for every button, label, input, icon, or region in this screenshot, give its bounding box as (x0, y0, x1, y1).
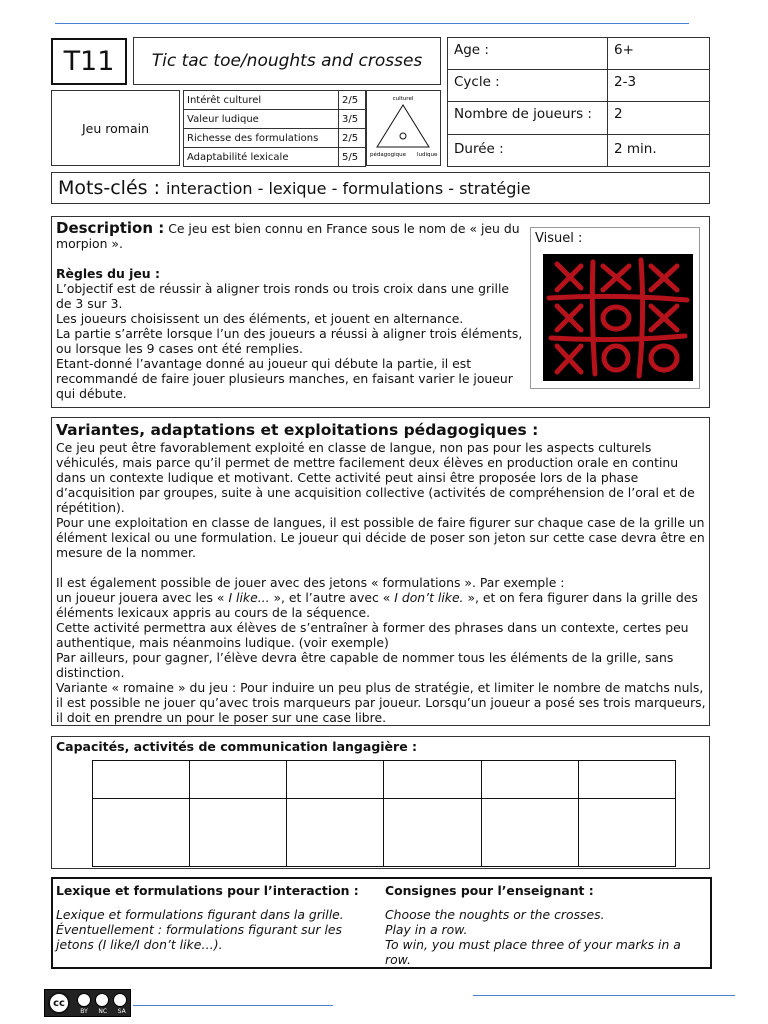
variantes-text (56, 420, 706, 725)
cap-cell (578, 799, 675, 867)
triangle-left-label: pédagogique (370, 152, 406, 158)
cc-logo-icon: cc (48, 992, 70, 1014)
origin-label: Jeu romain (81, 120, 150, 136)
cap-cell (481, 761, 578, 799)
cap-cell (93, 799, 190, 867)
license-tags: BY NC SA (80, 1008, 126, 1015)
lexique-line-1: Lexique et formulations figurant dans la grille. (56, 907, 344, 922)
rating-row (184, 129, 366, 148)
sa-icon (113, 993, 127, 1007)
consignes-title: Consignes pour l’enseignant : (385, 883, 594, 898)
mark-x-r1c3 (651, 266, 677, 290)
rating-row (184, 110, 366, 129)
lexique-col (56, 883, 376, 952)
capacites-grid (92, 760, 676, 867)
info-duration-value: 2 min. (614, 141, 657, 157)
grid-line-h2 (551, 336, 685, 340)
cap-cell (287, 799, 384, 867)
cap-cell (190, 761, 287, 799)
description-intro: Ce jeu est bien connu en France sous le nom de « jeu du morpion ». (56, 221, 520, 251)
cap-cell (481, 799, 578, 867)
tictactoe-board-image (543, 254, 693, 381)
rating-label: Intérêt culturel (184, 91, 339, 110)
rule-4: Etant-donné l’avantage donné au joueur qui débute la partie, il est recommandé de faire jouer plusieurs manches, en faisant varier le joueur qui débute. (56, 356, 513, 401)
ratings-table-wrap (183, 90, 366, 167)
keywords-box (51, 172, 710, 204)
rule-1: L’objectif est de réussir à aligner trois ronds ou trois croix dans une grille de 3 sur 3. (56, 281, 510, 311)
lexique-line-2: Éventuellement : formulations figurant sur les jetons (I like/I don’t like…). (56, 922, 342, 952)
mark-x-r3c1 (557, 346, 581, 372)
nc-icon (95, 993, 109, 1007)
variantes-section (51, 417, 710, 726)
cap-cell (384, 761, 481, 799)
variantes-p4: Cette activité permettra aux élèves de s’entraîner à former des phrases dans un contexte, certes peu authentique, mais néanmoins ludique. (voir exemple) (56, 620, 689, 650)
top-rule (55, 23, 689, 24)
variantes-p3a: Il est également possible de jouer avec des jetons « formulations ». Par exemple : (56, 575, 565, 590)
mark-o-r2c2 (603, 307, 629, 329)
rating-label: Valeur ludique (184, 110, 339, 129)
info-players-label: Nombre de joueurs : (448, 102, 608, 135)
mark-x-r2c1 (557, 306, 581, 330)
rating-value: 2/5 (339, 91, 366, 110)
info-duration-label: Durée : (448, 135, 608, 167)
grid-line-v2 (639, 260, 643, 376)
cap-cell (384, 799, 481, 867)
bottom-rule-right (473, 995, 735, 996)
visuel-frame (530, 227, 700, 389)
info-cycle-value: 2-3 (608, 70, 710, 102)
variantes-p6: Variante « romaine » du jeu : Pour induire un peu plus de stratégie, et limiter le nombre de matchs nuls, il est possible ne jouer qu’avec trois marqueurs par joueur. Lorsqu’un joueur a posé ses trois marqueurs, il doit en prendre un pour le poser sur une case libre. (56, 680, 706, 725)
rating-value: 3/5 (339, 110, 366, 129)
info-table (447, 37, 710, 167)
triangle-box (366, 90, 441, 166)
variantes-p2: Pour une exploitation en classe de langues, il est possible de faire figurer sur chaque case de la grille un élément lexical ou une formulation. Le joueur qui décide de poser son jeton sur cette case devra être en mesure de la nommer. (56, 515, 705, 560)
cap-cell (578, 761, 675, 799)
grid-line-v1 (592, 262, 595, 374)
visuel-label: Visuel : (535, 231, 583, 246)
keywords-items: interaction - lexique - formulations - stratégie (165, 178, 531, 198)
variantes-title: Variantes, adaptations et exploitations pédagogiques : (56, 421, 539, 439)
origin-box (51, 90, 180, 166)
mark-x-r2c3 (651, 306, 677, 330)
card-code (51, 38, 127, 85)
cc-license-badge[interactable] (44, 989, 131, 1017)
capacites-title: Capacités, activités de communication langagière : (56, 739, 418, 754)
variantes-p3b: un joueur jouera avec les « I like... », et l’autre avec « I don’t like. », et on fera figurer dans la grille des éléments lexicaux appris au cours de la séquence. (56, 590, 698, 620)
description-section (51, 216, 710, 408)
keywords-label: Mots-clés : (58, 177, 160, 199)
rating-label: Richesse des formulations (184, 129, 339, 148)
rating-row (184, 148, 366, 167)
info-age-label: Age : (448, 38, 608, 70)
bottom-section (51, 877, 712, 969)
description-title: Description : (56, 219, 165, 237)
card-title: Tic tac toe/noughts and crosses (151, 51, 423, 71)
consignes-line-3: To win, you must place three of your marks in a row. (385, 937, 681, 967)
triangle-diagram (367, 91, 440, 165)
card-code-text: T11 (63, 46, 115, 77)
rule-2: Les joueurs choisissent un des éléments, et jouent en alternance. (56, 311, 464, 326)
cap-cell (93, 761, 190, 799)
by-icon (77, 993, 91, 1007)
lexique-title: Lexique et formulations pour l’interaction : (56, 883, 359, 898)
consignes-col (385, 883, 707, 967)
mark-o-r3c3 (651, 346, 677, 370)
mark-x-r1c1 (557, 264, 581, 290)
consignes-line-2: Play in a row. (385, 922, 468, 937)
cap-cell (190, 799, 287, 867)
rating-value: 5/5 (339, 148, 366, 167)
cap-cell (287, 761, 384, 799)
triangle-shape (377, 105, 429, 147)
bottom-rule-left (133, 1005, 333, 1006)
info-players-value: 2 (608, 102, 710, 135)
info-cycle-label: Cycle : (448, 70, 608, 102)
card-title-box (133, 37, 441, 85)
variantes-p5: Par ailleurs, pour gagner, l’élève devra être capable de nommer tous les éléments de la grille, sans distinction. (56, 650, 674, 680)
grid-line-h1 (549, 296, 687, 300)
rule-3: La partie s’arrête lorsque l’un des joueurs a réussi à aligner trois éléments, ou lorsque les 9 cases ont été remplies. (56, 326, 523, 356)
triangle-marker (400, 133, 406, 139)
description-text (56, 221, 524, 401)
variantes-p1: Ce jeu peut être favorablement exploité en classe de langue, non pas pour les aspects culturels véhiculés, mais parce qu’il permet de mettre facilement deux élèves en production orale en continu dans un contexte ludique et motivant. Cette activité peut ainsi être proposée lors de la phase d’acquisition par groupes, suite à une acquisition collective (activités de compréhension de l’oral et de répétition). (56, 440, 695, 515)
mark-o-r3c2 (604, 346, 628, 370)
triangle-top-label: culturel (392, 96, 414, 102)
rating-value: 2/5 (339, 129, 366, 148)
rating-label: Adaptabilité lexicale (184, 148, 339, 167)
consignes-line-1: Choose the noughts or the crosses. (385, 907, 605, 922)
capacites-section (51, 736, 710, 869)
info-age-value: 6+ (608, 38, 710, 70)
triangle-right-label: ludique (417, 152, 438, 158)
board-drawing (543, 254, 693, 381)
mark-x-r1c2 (603, 266, 629, 290)
rating-row (184, 91, 366, 110)
rules-title: Règles du jeu : (56, 266, 160, 281)
ratings-table (183, 90, 366, 167)
